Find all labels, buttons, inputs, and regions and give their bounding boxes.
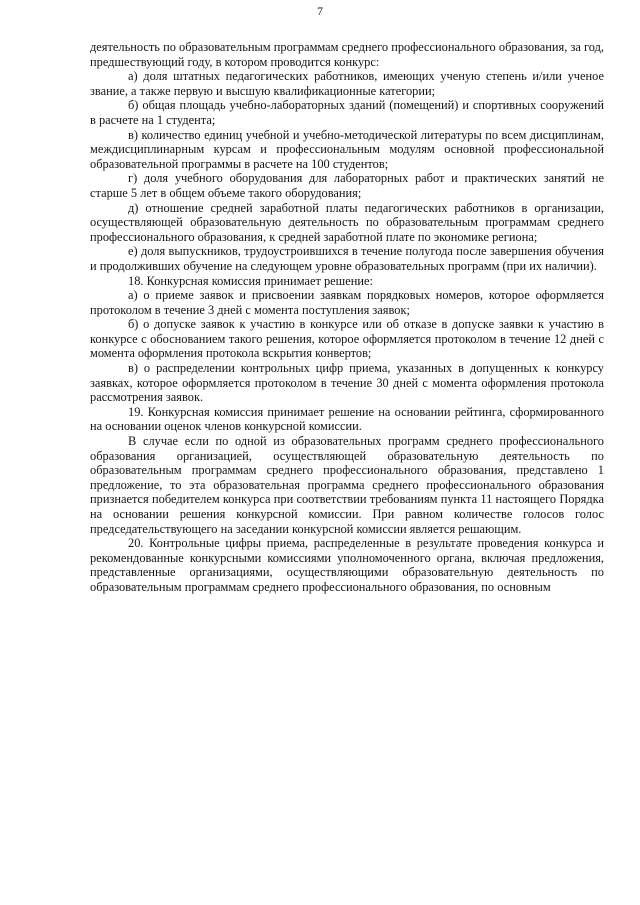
paragraph: 20. Контрольные цифры приема, распределенные в результате проведения конкурса и рекомендованные конкурсными комиссиями уполномоченного органа, включая предложения, представленные организациями, осуществляющими образовательную деятельность по образовательным программам среднего профессионального образования, по основным <box>90 536 604 594</box>
paragraph: д) отношение средней заработной платы педагогических работников в организации, осуществляющей образовательную деятельность по образовательным программам среднего профессионального образования, к средней заработной плате по экономике региона; <box>90 200 604 244</box>
paragraph: в) о распределении контрольных цифр приема, указанных в допущенных к конкурсу заявках, которое оформляется протоколом в течение 30 дней с момента оформления протокола рассмотрения заявок. <box>90 361 604 405</box>
paragraph: г) доля учебного оборудования для лабораторных работ и практических занятий не старше 5 лет в общем объеме такого оборудования; <box>90 171 604 200</box>
paragraph: а) доля штатных педагогических работников, имеющих ученую степень и/или ученое звание, а также первую и высшую квалификационные категории; <box>90 69 604 98</box>
paragraph: в) количество единиц учебной и учебно-методической литературы по всем дисциплинам, междисциплинарным курсам и профессиональным модулям основной профессиональной образовательной программы в расчете на 100 студентов; <box>90 127 604 171</box>
paragraph: а) о приеме заявок и присвоении заявкам порядковых номеров, которое оформляется протоколом в течение 3 дней с момента поступления заявок; <box>90 288 604 317</box>
paragraph: 18. Конкурсная комиссия принимает решение: <box>128 273 373 288</box>
document-body <box>90 40 604 595</box>
paragraph: деятельность по образовательным программам среднего профессионального образования, за год, предшествующий году, в котором проводится конкурс: <box>90 40 604 69</box>
paragraph: 19. Конкурсная комиссия принимает решение на основании рейтинга, сформированного на основании оценок членов конкурсной комиссии. <box>90 404 604 434</box>
paragraph: б) о допуске заявок к участию в конкурсе или об отказе в допуске заявки к участию в конкурсе с обоснованием такого решения, которое оформляется протоколом в течение 12 дней с момента оформления протокола вскрытия конвертов; <box>90 317 604 361</box>
page-number: 7 <box>317 4 323 18</box>
paragraph: б) общая площадь учебно-лабораторных зданий (помещений) и спортивных сооружений в расчете на 1 студента; <box>90 98 604 127</box>
paragraph: В случае если по одной из образовательных программ среднего профессионального образования организацией, осуществляющей образовательную деятельность по образовательным программам среднего профессионального образования, представлено 1 предложение, то эта образовательная программа среднего профессионального образования признается победителем конкурса при соответствии требованиям пункта 11 настоящего Порядка на основании решения конкурсной комиссии. При равном количестве голосов голос председательствующего на заседании конкурсной комиссии является решающим. <box>90 434 604 536</box>
paragraph: е) доля выпускников, трудоустроившихся в течение полугода после завершения обучения и продолживших обучение на следующем уровне образовательных программ (при их наличии). <box>90 244 604 273</box>
